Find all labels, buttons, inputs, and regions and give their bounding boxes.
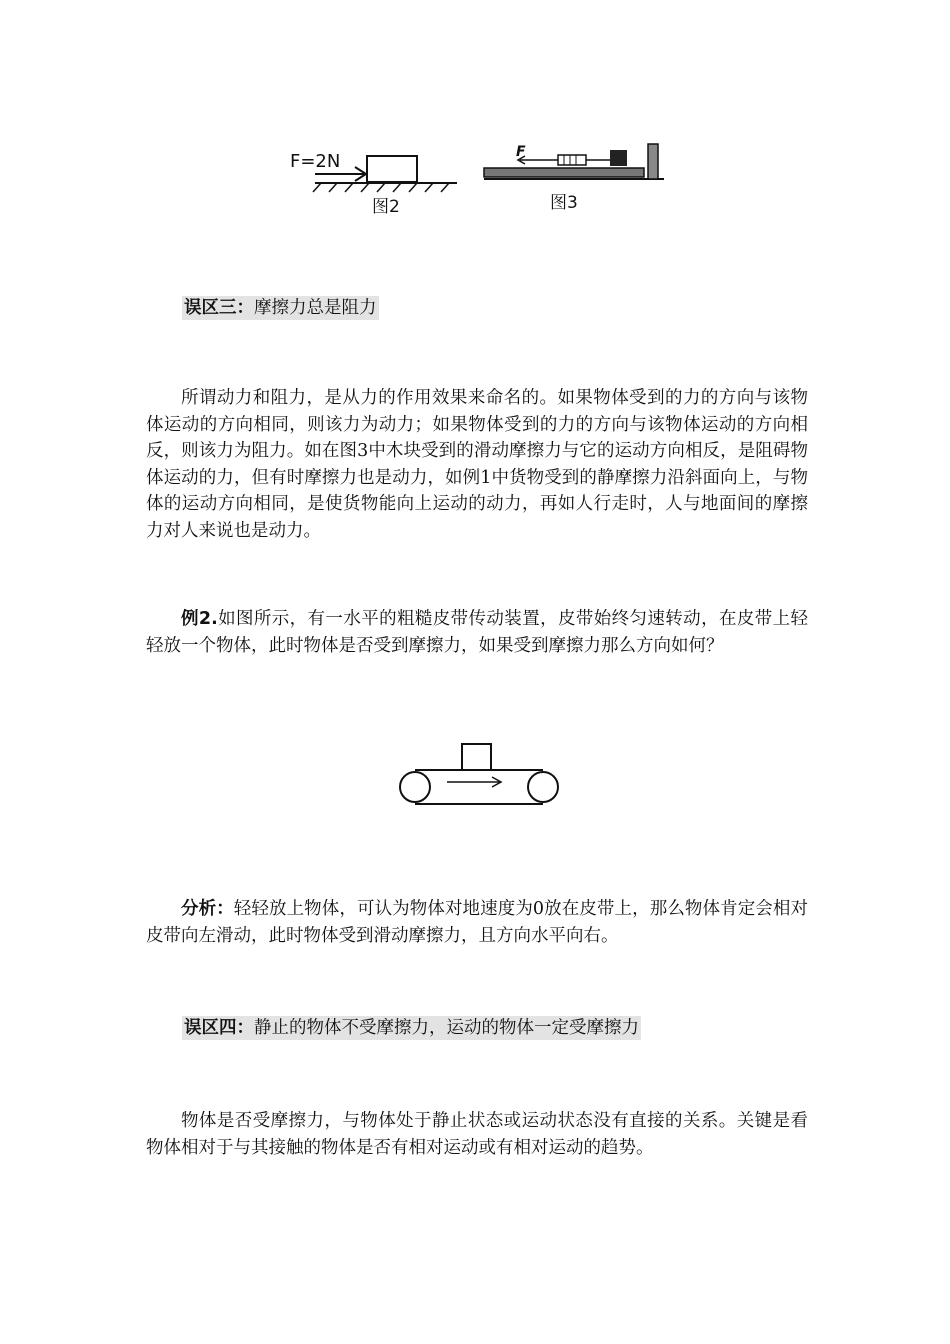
fig2-caption: 图2 — [372, 197, 400, 217]
section3-heading-label: 误区三： — [184, 298, 254, 318]
fig3-spring-scale — [558, 155, 586, 165]
fig3-force-label: F — [516, 144, 526, 160]
fig2-ground-hatching — [313, 183, 449, 192]
example2-body: 如图所示，有一水平的粗糙皮带传动装置，皮带始终匀速转动，在皮带上轻轻放一个物体，此时物体是否受到摩擦力，如果受到摩擦力那么方向如何？ — [146, 609, 809, 656]
example2-paragraph — [146, 606, 808, 659]
conveyor-belt-figure — [395, 740, 563, 810]
fig3-wall — [648, 144, 658, 179]
figure-3 — [480, 138, 670, 218]
analysis-label: 分析： — [181, 899, 234, 919]
fig3-block — [610, 150, 627, 166]
figure-2 — [285, 140, 475, 225]
section4-heading-label: 误区四： — [184, 1018, 254, 1038]
conveyor-object — [462, 744, 491, 770]
example2-label: 例2. — [181, 609, 218, 629]
fig2-force-label: F=2N — [290, 151, 341, 172]
fig3-board — [484, 168, 644, 177]
analysis-body: 轻轻放上物体，可认为物体对地速度为0放在皮带上，那么物体肯定会相对皮带向左滑动，此时物体受到滑动摩擦力，且方向水平向右。 — [146, 899, 808, 946]
fig2-block — [367, 156, 417, 182]
conveyor-right-pulley — [528, 772, 558, 802]
analysis-paragraph — [146, 896, 808, 949]
section3-body: 所谓动力和阻力，是从力的作用效果来命名的。如果物体受到的力的方向与该物体运动的方向相同，则该力为动力；如果物体受到的力的方向与该物体运动的方向相反，则该力为阻力。如在图3中木块受到的滑动摩擦力与它的运动方向相反，是阻碍物体运动的力，但有时摩擦力也是动力，如例1中货物受到的静摩擦力沿斜面向上，与物体的运动方向相同，是使货物能向上运动的动力，再如人行走时，人与地面间的摩擦力对人来说也是动力。 — [146, 388, 808, 541]
fig3-caption: 图3 — [550, 193, 578, 213]
section4-heading — [182, 1016, 641, 1040]
section3-heading-text: 摩擦力总是阻力 — [254, 298, 377, 318]
section4-heading-text: 静止的物体不受摩擦力，运动的物体一定受摩擦力 — [254, 1018, 639, 1038]
section4-body: 物体是否受摩擦力，与物体处于静止状态或运动状态没有直接的关系。关键是看物体相对于与其接触的物体是否有相对运动或有相对运动的趋势。 — [146, 1111, 808, 1158]
section3-heading — [182, 296, 379, 320]
conveyor-left-pulley — [400, 772, 430, 802]
